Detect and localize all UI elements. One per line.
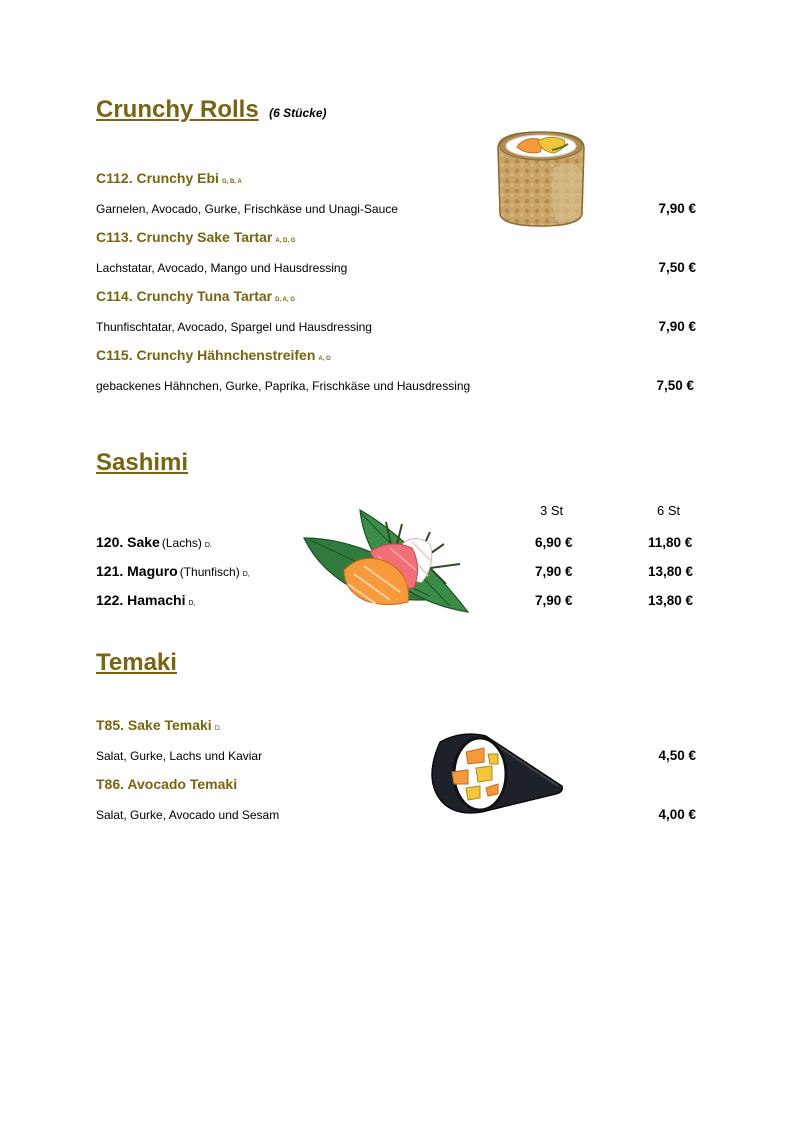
item-price: 4,00 € xyxy=(658,807,696,822)
item-price: 7,50 € xyxy=(656,378,694,393)
crunchy-roll-image xyxy=(494,128,588,228)
item-description: Lachstatar, Avocado, Mango und Hausdressing xyxy=(96,261,348,275)
item-name: 122. Hamachi xyxy=(96,592,186,608)
item-name: C114. Crunchy Tuna Tartar xyxy=(96,288,273,304)
crunchy-item xyxy=(96,170,242,186)
crunchy-heading xyxy=(96,96,327,124)
price-3-pieces: 7,90 € xyxy=(535,564,573,579)
sashimi-title: Sashimi xyxy=(96,449,189,476)
item-name: T86. Avocado Temaki xyxy=(96,776,238,792)
price-3-pieces: 7,90 € xyxy=(535,593,573,608)
item-subtitle: (Lachs) xyxy=(161,536,202,550)
item-name: T85. Sake Temaki xyxy=(96,717,212,733)
item-price: 4,50 € xyxy=(658,748,696,763)
item-description: Thunfischtatar, Avocado, Spargel und Hausdressing xyxy=(96,320,372,334)
item-price: 7,50 € xyxy=(658,260,696,275)
item-allergens: D. xyxy=(214,725,222,732)
price-3-pieces: 6,90 € xyxy=(535,535,573,550)
item-allergens: A, D, G xyxy=(275,238,296,244)
crunchy-item xyxy=(96,288,295,304)
crunchy-item xyxy=(96,347,331,363)
temaki-item xyxy=(96,717,222,733)
sashimi-image xyxy=(300,508,472,620)
crunchy-note: (6 Stücke) xyxy=(269,106,327,120)
price-6-pieces: 13,80 € xyxy=(648,564,694,579)
item-allergens: G, B, A xyxy=(221,179,242,185)
sashimi-item xyxy=(96,592,196,608)
item-price: 7,90 € xyxy=(658,319,696,334)
crunchy-item xyxy=(96,229,295,245)
item-allergens: A, G xyxy=(318,356,331,362)
price-6-pieces: 13,80 € xyxy=(648,593,694,608)
sashimi-item xyxy=(96,534,212,550)
item-allergens: D. xyxy=(204,542,212,549)
item-allergens: D, xyxy=(242,571,250,578)
item-subtitle: (Thunfisch) xyxy=(179,565,240,579)
column-header-6-pieces: 6 St xyxy=(657,503,681,518)
item-name: 121. Maguro xyxy=(96,563,178,579)
item-name: C113. Crunchy Sake Tartar xyxy=(96,229,273,245)
temaki-item xyxy=(96,776,237,792)
item-description: Garnelen, Avocado, Gurke, Frischkäse und Unagi-Sauce xyxy=(96,202,398,216)
item-allergens: D, xyxy=(188,600,196,607)
column-header-3-pieces: 3 St xyxy=(540,503,564,518)
item-allergens: D, A, G xyxy=(275,297,295,303)
sashimi-item xyxy=(96,563,250,579)
item-name: 120. Sake xyxy=(96,534,160,550)
item-price: 7,90 € xyxy=(658,201,696,216)
price-6-pieces: 11,80 € xyxy=(648,535,693,550)
temaki-image xyxy=(422,732,564,816)
item-name: C115. Crunchy Hähnchenstreifen xyxy=(96,347,316,363)
item-description: Salat, Gurke, Lachs und Kaviar xyxy=(96,749,263,763)
item-description: Salat, Gurke, Avocado und Sesam xyxy=(96,808,280,822)
item-description: gebackenes Hähnchen, Gurke, Paprika, Frischkäse und Hausdressing xyxy=(96,379,471,393)
temaki-title: Temaki xyxy=(96,649,177,676)
crunchy-title: Crunchy Rolls xyxy=(96,96,259,123)
item-name: C112. Crunchy Ebi xyxy=(96,170,219,186)
